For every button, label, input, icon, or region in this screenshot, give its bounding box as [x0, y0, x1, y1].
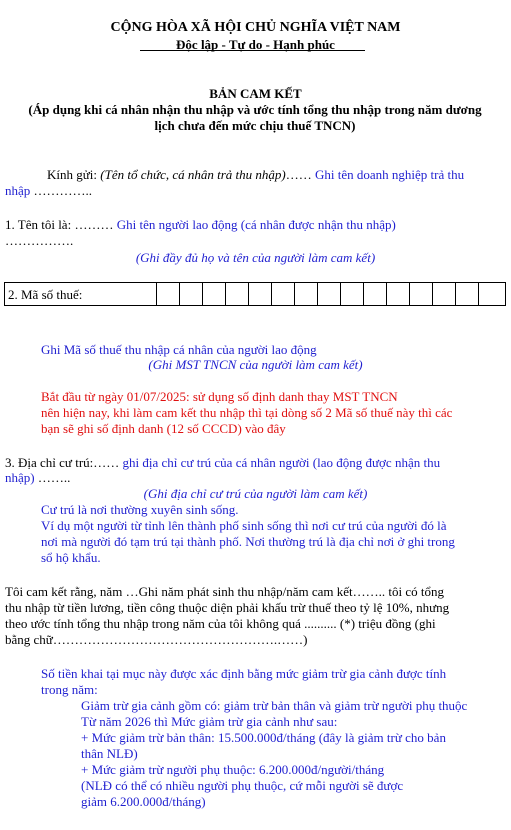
commit-line-4: bằng chữ…………………………………………….……) [5, 632, 308, 647]
tax-code-cell[interactable] [294, 283, 317, 305]
greeting-note: Ghi tên doanh nghiệp trả thu [311, 167, 465, 182]
tax-code-cell[interactable] [248, 283, 271, 305]
commit-1a: Tôi cam kết rằng, năm … [5, 584, 139, 599]
note-line-9: giảm 6.200.000đ/tháng) [81, 794, 206, 809]
item1-dots: ……………. [5, 233, 74, 248]
item3-blue-1: Cư trú là nơi thường xuyên sinh sống. [41, 502, 239, 517]
motto-underline [140, 50, 365, 51]
greeting-dots-2: ………….. [30, 183, 93, 198]
document-subtitle: (Áp dụng khi cá nhân nhận thu nhập và ước tính tổng thu nhập trong năm dương lịch chưa đến mức chịu thuế TNCN) [28, 102, 482, 133]
tax-code-cell[interactable] [478, 283, 501, 305]
note-line-2: trong năm: [41, 682, 98, 697]
greeting-hint: (Tên tổ chức, cá nhân trả thu nhập) [100, 167, 286, 182]
motto: Độc lập - Tự do - Hạnh phúc [176, 37, 335, 52]
tax-code-cell[interactable] [340, 283, 363, 305]
item3-note: ghi địa chỉ cư trú của cá nhân người (lao động được nhận thu [119, 455, 441, 470]
tax-code-box [4, 282, 506, 306]
item3-label: 3. Địa chỉ cư trú:…… [5, 455, 120, 470]
tax-code-cell[interactable] [202, 283, 225, 305]
note-line-1: Số tiền khai tại mục này được xác định bằng mức giảm trừ gia cảnh được tính [41, 666, 447, 681]
item3-hint: (Ghi địa chỉ cư trú của người làm cam kết) [143, 486, 368, 501]
note-line-5: + Mức giảm trừ bản thân: 15.500.000đ/tháng (đây là giảm trừ cho bản [81, 730, 446, 745]
tax-code-cell[interactable] [156, 283, 179, 305]
note-line-3: Giảm trừ gia cảnh gồm có: giảm trừ bản thân và giảm trừ người phụ thuộc [81, 698, 468, 713]
commit-line-1 [5, 584, 506, 600]
item2-hint: (Ghi MST TNCN của người làm cam kết) [148, 357, 363, 372]
document-title: BẢN CAM KẾT [209, 86, 302, 101]
greeting-label: Kính gửi: [47, 167, 101, 182]
tax-code-cell[interactable] [317, 283, 340, 305]
tax-code-cell[interactable] [386, 283, 409, 305]
item2-red-1: Bắt đầu từ ngày 01/07/2025: sử dụng số định danh thay MST TNCN [41, 389, 398, 404]
greeting-line [5, 167, 506, 183]
tax-code-cell[interactable] [409, 283, 432, 305]
item2-note: Ghi Mã số thuế thu nhập cá nhân của người lao động [41, 342, 317, 357]
item2-red-2: nên hiện nay, khi làm cam kết thu nhập thì tại dòng số 2 Mã số thuế này thì các [41, 405, 453, 420]
note-line-8: (NLĐ có thể có nhiều người phụ thuộc, cứ mỗi người sẽ được [81, 778, 404, 793]
greeting-dots: …… [285, 167, 312, 182]
item3-note-2: nhập) [5, 470, 35, 485]
item1-note: Ghi tên người lao động (cá nhân được nhận thu nhập) [113, 217, 396, 232]
note-line-6: thân NLĐ) [81, 746, 138, 761]
tax-code-cell[interactable] [432, 283, 455, 305]
note-line-4: Từ năm 2026 thì Mức giảm trừ gia cảnh như sau: [81, 714, 338, 729]
note-line-7: + Mức giảm trừ người phụ thuộc: 6.200.000đ/người/tháng [81, 762, 385, 777]
tax-code-cell[interactable] [271, 283, 294, 305]
tax-code-cells[interactable] [156, 283, 501, 305]
item3-blue-4: sổ hộ khẩu. [41, 550, 101, 565]
item3-blue-3: nơi mà người đó tạm trú tại thành phố. Nơi thường trú là địa chỉ nơi ở ghi trong [41, 534, 455, 549]
tax-code-cell[interactable] [363, 283, 386, 305]
item2-red-3: bạn sẽ ghi số định danh (12 số CCCD) vào đây [41, 421, 286, 436]
tax-code-label: 2. Mã số thuế: [8, 287, 83, 302]
greeting-line-2 [5, 183, 506, 199]
tax-code-cell[interactable] [179, 283, 202, 305]
country-name: CỘNG HÒA XÃ HỘI CHỦ NGHĨA VIỆT NAM [110, 20, 401, 35]
commit-1c: …….. tôi có tổng [352, 584, 445, 599]
item3-line-2 [5, 470, 506, 486]
item3-blue-2: Ví dụ một người từ tỉnh lên thành phố sinh sống thì nơi cư trú của người đó là [41, 518, 447, 533]
greeting-note-2: nhập [5, 183, 31, 198]
commit-line-3: theo ước tính tổng thu nhập trong năm của tôi không quá .......... (*) triệu đồng (ghi [5, 616, 436, 631]
item1-hint: (Ghi đầy đủ họ và tên của người làm cam kết) [135, 250, 376, 265]
item3-line [5, 455, 506, 471]
tax-code-cell[interactable] [455, 283, 478, 305]
commit-1b: Ghi năm phát sinh thu nhập/năm cam kết [138, 584, 353, 599]
tax-code-cell[interactable] [225, 283, 248, 305]
item3-dots: …….. [34, 470, 71, 485]
commit-line-2: thu nhập từ tiền lương, tiền công thuộc diện phải khấu trừ thuế theo tỷ lệ 10%, nhưng [5, 600, 450, 615]
item1-line [5, 217, 506, 233]
item1-label: 1. Tên tôi là: ……… [5, 217, 114, 232]
